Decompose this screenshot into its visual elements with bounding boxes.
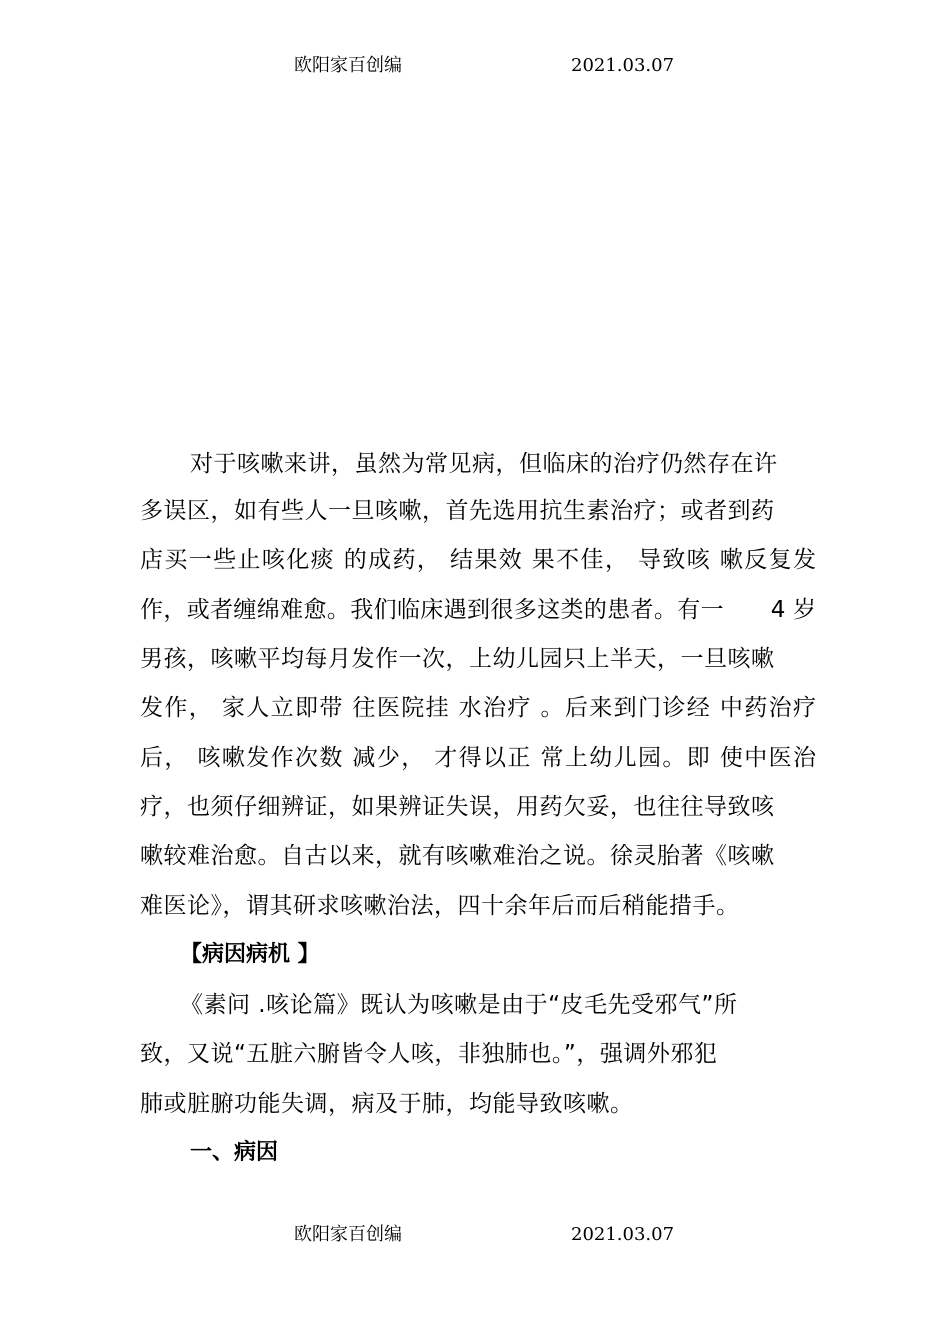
text-line: 肺或脏腑功能失调，病及于肺，均能导致咳嗽。 xyxy=(140,1091,634,1117)
text-line: 嗽较难治愈。自古以来，就有咳嗽难治之说。徐灵胎著《咳嗽 xyxy=(140,843,775,869)
footer-date: 2021.03.07 xyxy=(571,1224,675,1245)
footer-author: 欧阳家百创编 xyxy=(294,1224,402,1245)
text-line: 《素问 .咳论篇》既认为咳嗽是由于“皮毛先受邪气”所 xyxy=(180,992,738,1018)
page-footer xyxy=(0,1221,950,1249)
text-line: 店买一些止咳化痰 的成药， 结果效 果不佳， 导致咳 嗽反复发 xyxy=(140,547,816,573)
text-line: 男孩，咳嗽平均每月发作一次，上幼儿园只上半天，一旦咳嗽 xyxy=(140,646,775,672)
text-line: 后， 咳嗽发作次数 减少， 才得以正 常上幼儿园。即 使中医治 xyxy=(140,745,816,771)
text-line: 对于咳嗽来讲，虽然为常见病，但临床的治疗仍然存在许 xyxy=(190,451,778,477)
text-line: 难医论》，谓其研求咳嗽治法，四十余年后而后稍能措手。 xyxy=(140,893,740,919)
text-line: 发作， 家人立即带 往医院挂 水治疗 。后来到门诊经 中药治疗 xyxy=(140,695,816,721)
page-header xyxy=(0,52,950,80)
section-heading: 【病因病机 】 xyxy=(180,942,320,967)
text-line: 致，又说“五脏六腑皆令人咳，非独肺也。”，强调外邪犯 xyxy=(140,1041,718,1067)
text-line: 多误区，如有些人一旦咳嗽，首先选用抗生素治疗；或者到药 xyxy=(140,498,775,524)
header-author: 欧阳家百创编 xyxy=(294,55,402,76)
text-line: 作，或者缠绵难愈。我们临床遇到很多这类的患者。有一 4 岁 xyxy=(140,597,816,623)
header-date: 2021.03.07 xyxy=(571,55,675,76)
text-line: 疗，也须仔细辨证，如果辨证失误，用药欠妥，也往往导致咳 xyxy=(140,794,775,820)
subsection-heading: 一、病因 xyxy=(190,1140,279,1165)
